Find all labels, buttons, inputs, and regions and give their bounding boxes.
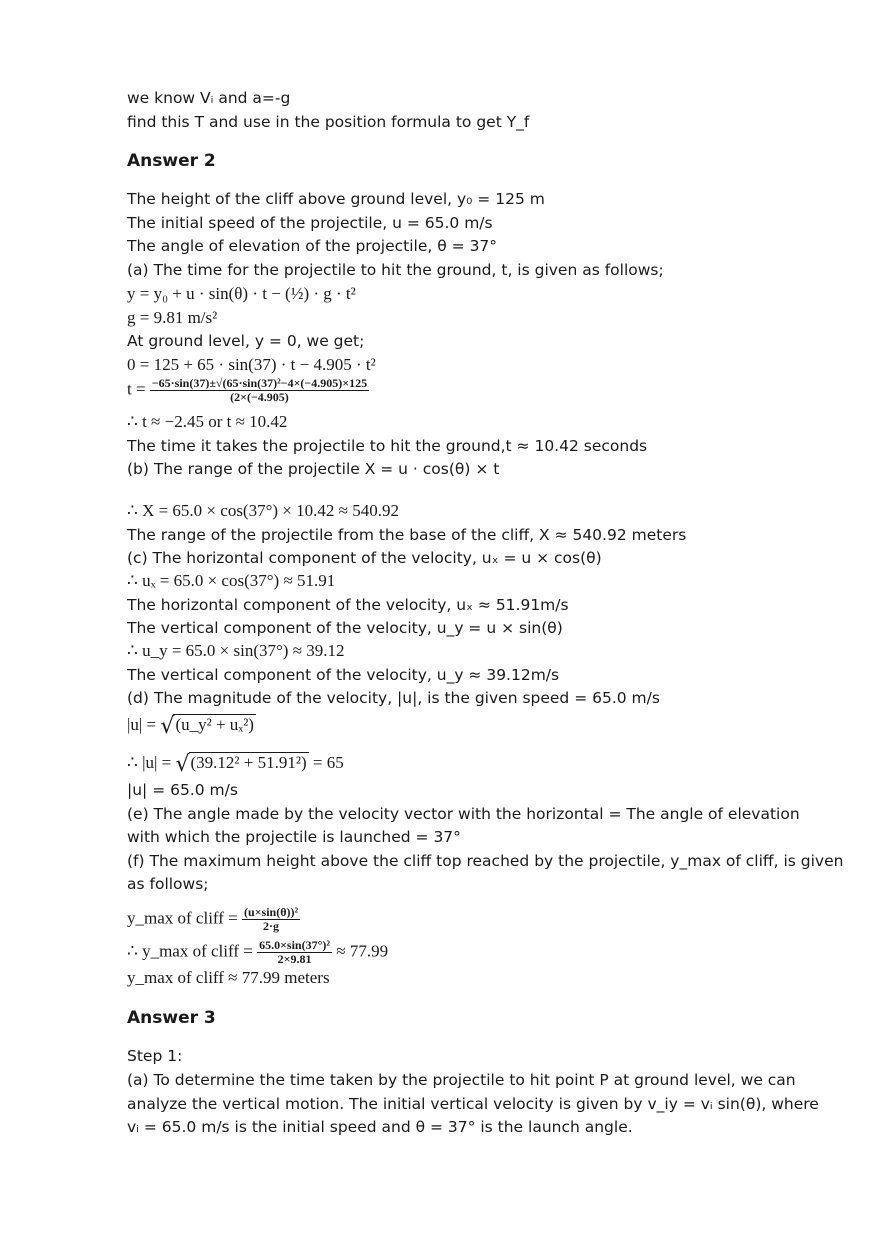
fraction xyxy=(242,906,300,933)
text-line: (c) The horizontal component of the velocity, uₓ = u × cos(θ) xyxy=(127,549,602,567)
text-line: The vertical component of the velocity, u_y ≈ 39.12m/s xyxy=(127,666,560,684)
magnitude-formula xyxy=(127,714,256,737)
answer-3-heading: Answer 3 xyxy=(127,1008,216,1028)
text-line: The horizontal component of the velocity, uₓ ≈ 51.91m/s xyxy=(127,596,569,614)
text-line: (d) The magnitude of the velocity, |u|, is the given speed = 65.0 m/s xyxy=(127,689,660,707)
answer-2-heading: Answer 2 xyxy=(127,151,216,171)
equation-line: y = y₀ + u · sin(θ) · t − (½) · g · t² xyxy=(127,284,356,303)
fraction-denominator: 2·g xyxy=(263,919,280,933)
text-line: vᵢ = 65.0 m/s is the initial speed and θ = 37° is the launch angle. xyxy=(127,1118,633,1136)
equation-line: ∴ t ≈ −2.45 or t ≈ 10.42 xyxy=(127,412,288,431)
radicand: (u_y² + uₓ²) xyxy=(175,715,254,734)
fraction xyxy=(150,377,369,404)
text-line: (b) The range of the projectile X = u · cos(θ) × t xyxy=(127,460,500,478)
formula-rhs: ≈ 77.99 xyxy=(336,941,389,961)
formula-lhs: ∴ |u| = xyxy=(127,753,172,772)
formula-rhs: = 65 xyxy=(312,753,344,772)
square-root-sign: √ xyxy=(175,752,190,777)
formula-lhs: t = xyxy=(127,379,146,399)
equation-line: ∴ u_y = 65.0 × sin(37°) ≈ 39.12 xyxy=(127,641,345,660)
equation-line: g = 9.81 m/s² xyxy=(127,308,218,327)
text-line: find this T and use in the position formula to get Y_f xyxy=(127,113,530,131)
text-line: The initial speed of the projectile, u = 65.0 m/s xyxy=(127,214,493,232)
text-line: with which the projectile is launched = 37° xyxy=(127,828,461,846)
text-line: The height of the cliff above ground level, y₀ = 125 m xyxy=(127,190,545,208)
text-line: At ground level, y = 0, we get; xyxy=(127,332,365,350)
text-line: |u| = 65.0 m/s xyxy=(127,781,238,799)
fraction-numerator: (u×sin(θ))² xyxy=(244,905,299,919)
equation-line: 0 = 125 + 65 · sin(37) · t − 4.905 · t² xyxy=(127,355,376,374)
formula-lhs: y_max of cliff = xyxy=(127,908,238,928)
text-line: (e) The angle made by the velocity vector with the horizontal = The angle of elevation xyxy=(127,805,800,823)
formula-lhs: ∴ y_max of cliff = xyxy=(127,941,253,961)
radicand: (39.12² + 51.91²) xyxy=(190,753,307,772)
text-line: (a) To determine the time taken by the projectile to hit point P at ground level, we can xyxy=(127,1071,796,1089)
formula-lhs: |u| = xyxy=(127,715,157,734)
fraction-denominator: 2×9.81 xyxy=(277,952,312,966)
square-root-sign: √ xyxy=(160,714,175,739)
max-height-formula xyxy=(127,906,300,933)
text-line: (a) The time for the projectile to hit the ground, t, is given as follows; xyxy=(127,261,664,279)
fraction xyxy=(257,939,332,966)
text-line: The vertical component of the velocity, u_y = u × sin(θ) xyxy=(127,619,563,637)
magnitude-evaluation xyxy=(127,752,344,775)
fraction-numerator: −65·sin(37)±√(65·sin(37)²−4×(−4.905)×125 xyxy=(151,376,368,390)
quadratic-formula xyxy=(127,377,369,404)
equation-line: y_max of cliff ≈ 77.99 meters xyxy=(127,968,330,987)
text-line: analyze the vertical motion. The initial vertical velocity is given by v_iy = vᵢ sin(θ), where xyxy=(127,1095,819,1113)
text-line: as follows; xyxy=(127,875,209,893)
equation-line: ∴ X = 65.0 × cos(37°) × 10.42 ≈ 540.92 xyxy=(127,501,399,520)
text-line: Step 1: xyxy=(127,1047,183,1065)
text-line: (f) The maximum height above the cliff top reached by the projectile, y_max of cliff, is given xyxy=(127,852,844,870)
text-line: we know Vᵢ and a=-g xyxy=(127,89,291,107)
text-line: The range of the projectile from the base of the cliff, X ≈ 540.92 meters xyxy=(127,526,687,544)
equation-line: ∴ uₓ = 65.0 × cos(37°) ≈ 51.91 xyxy=(127,571,336,590)
text-line: The angle of elevation of the projectile, θ = 37° xyxy=(127,237,498,255)
max-height-evaluation xyxy=(127,939,388,966)
fraction-numerator: 65.0×sin(37°)² xyxy=(259,938,330,952)
text-line: The time it takes the projectile to hit the ground,t ≈ 10.42 seconds xyxy=(127,437,648,455)
fraction-denominator: (2×(−4.905) xyxy=(230,390,289,404)
